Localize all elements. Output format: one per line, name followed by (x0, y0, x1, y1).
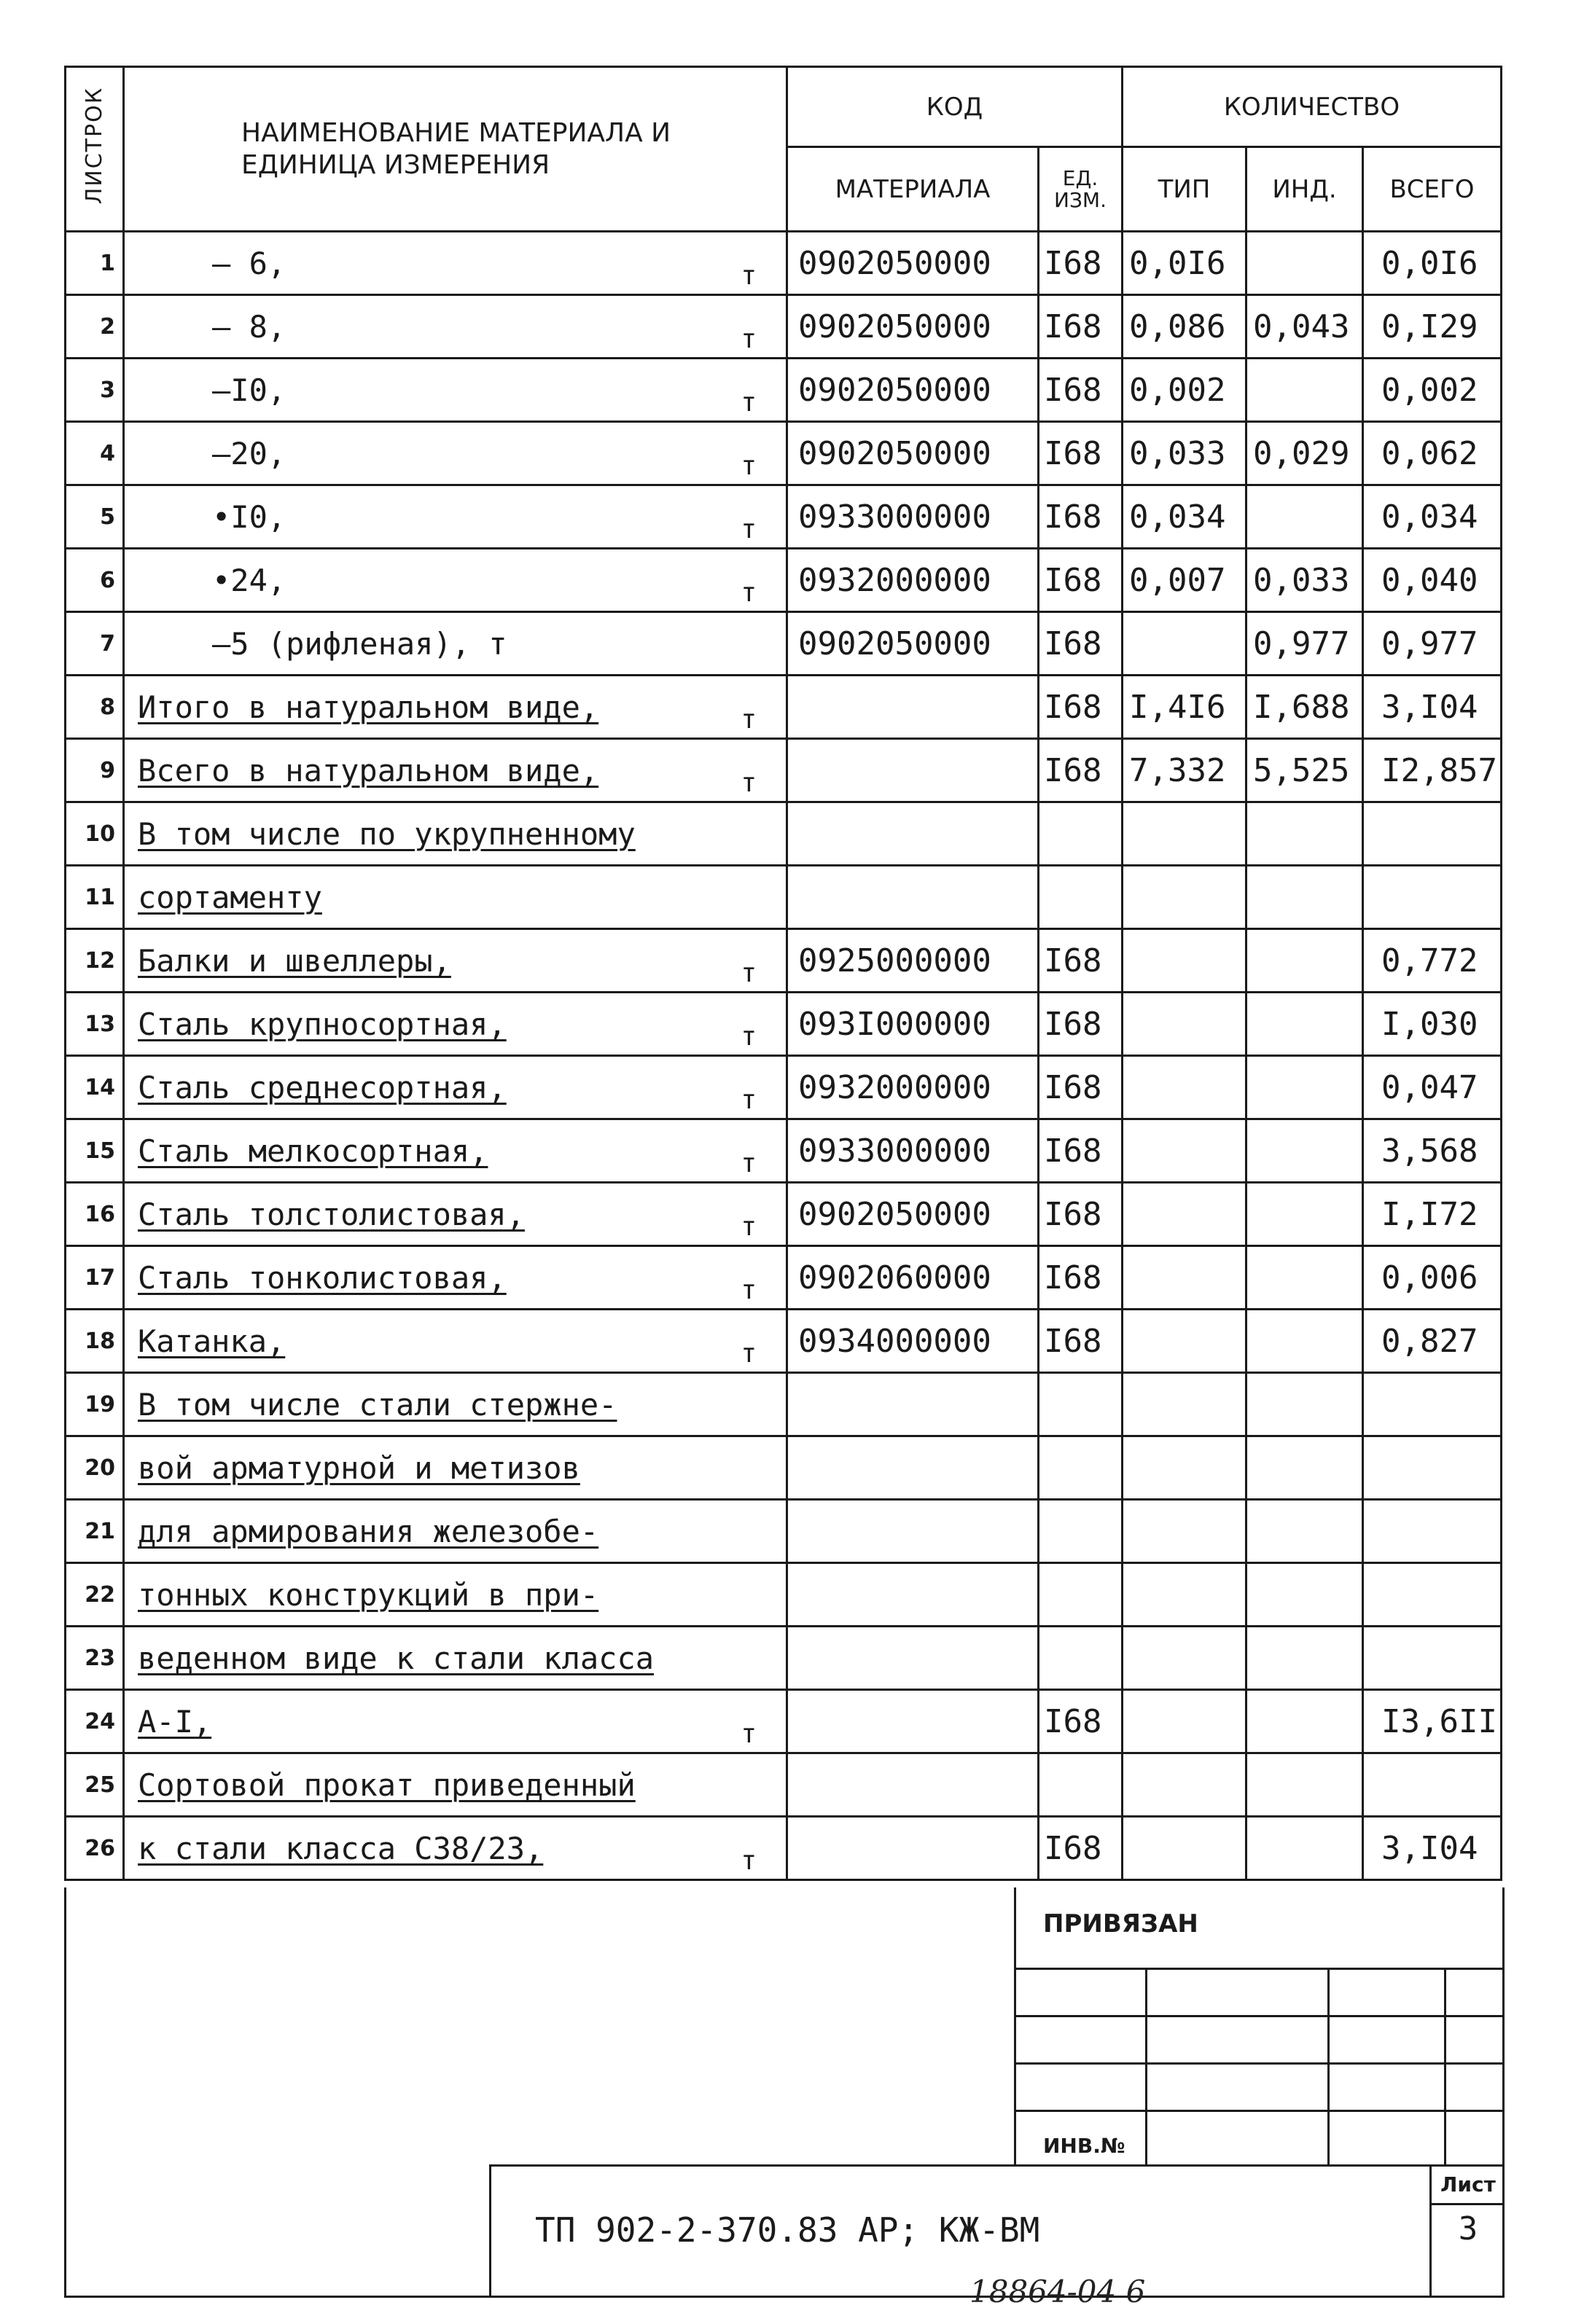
material-name (124, 1500, 787, 1563)
table-row (66, 739, 1502, 802)
qty-typ (1123, 802, 1246, 866)
material-name (124, 866, 787, 929)
row-number: 16 (66, 1183, 124, 1246)
qty-total (1363, 866, 1502, 929)
material-name (124, 422, 787, 485)
material-name-text: Сталь мелкосортная, (138, 1132, 488, 1169)
material-name-text: •I0, (212, 498, 286, 535)
material-name (124, 1817, 787, 1880)
qty-typ (1123, 993, 1246, 1056)
qty-ind (1246, 929, 1363, 993)
row-number: 3 (66, 359, 124, 422)
materials-table (64, 66, 1502, 1881)
qty-total: 0,772 (1363, 929, 1502, 993)
material-code (787, 1500, 1039, 1563)
material-name (124, 1373, 787, 1436)
material-code (787, 676, 1039, 739)
material-name-text: А-I, (138, 1703, 212, 1740)
row-number: 24 (66, 1690, 124, 1753)
stamp-line (1014, 2015, 1502, 2017)
qty-total (1363, 1373, 1502, 1436)
row-number: 17 (66, 1246, 124, 1310)
unit-code (1039, 1563, 1123, 1627)
unit-header: ЕД. ИЗМ. (1039, 147, 1123, 232)
material-name (124, 929, 787, 993)
qty-total: 3,I04 (1363, 1817, 1502, 1880)
row-number: 23 (66, 1627, 124, 1690)
qty-total: I,030 (1363, 993, 1502, 1056)
table-row (66, 422, 1502, 485)
material-name-text: к стали класса С38/23, (138, 1830, 544, 1866)
row-number: 22 (66, 1563, 124, 1627)
row-number: 5 (66, 485, 124, 549)
material-name-text: Сталь толстолистовая, (138, 1196, 526, 1232)
row-number: 9 (66, 739, 124, 802)
material-code (787, 1627, 1039, 1690)
unit-code (1039, 1436, 1123, 1500)
qty-ind (1246, 1246, 1363, 1310)
table-row (66, 1056, 1502, 1119)
row-number: 13 (66, 993, 124, 1056)
typ-header: ТИП (1123, 147, 1246, 232)
row-number: 15 (66, 1119, 124, 1183)
inventory-label: ИНВ.№ (1043, 2134, 1125, 2158)
unit-code: I68 (1039, 1056, 1123, 1119)
material-name (124, 802, 787, 866)
table-row (66, 929, 1502, 993)
qty-total: 0,062 (1363, 422, 1502, 485)
material-code (787, 739, 1039, 802)
qty-total (1363, 1436, 1502, 1500)
qty-total (1363, 1627, 1502, 1690)
qty-typ (1123, 1310, 1246, 1373)
material-code (787, 1817, 1039, 1880)
material-name (124, 993, 787, 1056)
unit-code: I68 (1039, 422, 1123, 485)
material-name (124, 232, 787, 295)
unit-code (1039, 1627, 1123, 1690)
unit-symbol: т (741, 1339, 757, 1369)
material-name-text: — 6, (212, 245, 286, 281)
unit-code: I68 (1039, 739, 1123, 802)
qty-ind (1246, 993, 1363, 1056)
unit-code (1039, 1753, 1123, 1817)
table-row (66, 1627, 1502, 1690)
material-name (124, 1183, 787, 1246)
unit-code: I68 (1039, 993, 1123, 1056)
table-row (66, 1563, 1502, 1627)
material-code: 0902050000 (787, 232, 1039, 295)
table-row (66, 549, 1502, 612)
unit-code: I68 (1039, 359, 1123, 422)
unit-symbol: т (741, 768, 757, 798)
unit-symbol: т (741, 958, 757, 988)
material-code: 0933000000 (787, 485, 1039, 549)
table-row (66, 295, 1502, 359)
material-code (787, 1690, 1039, 1753)
qty-ind (1246, 1563, 1363, 1627)
material-name-text: для армирования железобе- (138, 1513, 599, 1549)
table-row (66, 1817, 1502, 1880)
qty-ind: I,688 (1246, 676, 1363, 739)
qty-ind (1246, 1690, 1363, 1753)
qty-ind (1246, 359, 1363, 422)
table-row (66, 359, 1502, 422)
material-name-text: Катанка, (138, 1323, 286, 1359)
qty-typ (1123, 1563, 1246, 1627)
unit-code: I68 (1039, 232, 1123, 295)
material-name (124, 1627, 787, 1690)
unit-code (1039, 1500, 1123, 1563)
material-name (124, 1310, 787, 1373)
material-name-text: Итого в натуральном виде, (138, 689, 599, 725)
qty-ind: 0,029 (1246, 422, 1363, 485)
material-code (787, 802, 1039, 866)
material-name-text: Сталь тонколистовая, (138, 1259, 507, 1296)
qty-ind: 0,033 (1246, 549, 1363, 612)
row-number: 14 (66, 1056, 124, 1119)
unit-symbol: т (741, 578, 757, 608)
binding-stamp (1014, 1887, 1502, 2164)
stamp-line (1014, 2062, 1502, 2065)
material-name (124, 676, 787, 739)
material-code (787, 1373, 1039, 1436)
unit-symbol: т (741, 1719, 757, 1749)
qty-ind: 0,977 (1246, 612, 1363, 676)
row-number: 26 (66, 1817, 124, 1880)
table-row (66, 1436, 1502, 1500)
qty-ind: 0,043 (1246, 295, 1363, 359)
qty-total (1363, 1563, 1502, 1627)
material-code (787, 1563, 1039, 1627)
unit-code: I68 (1039, 1690, 1123, 1753)
row-number: 11 (66, 866, 124, 929)
unit-symbol: т (741, 1275, 757, 1305)
qty-typ: I,4I6 (1123, 676, 1246, 739)
material-code: 0902050000 (787, 295, 1039, 359)
material-code: 0902050000 (787, 612, 1039, 676)
row-number: 18 (66, 1310, 124, 1373)
material-code: 0925000000 (787, 929, 1039, 993)
table-row (66, 485, 1502, 549)
material-name-text: Сталь крупносортная, (138, 1006, 507, 1042)
qty-ind (1246, 1373, 1363, 1436)
row-number: 20 (66, 1436, 124, 1500)
qty-typ (1123, 1690, 1246, 1753)
qty-typ (1123, 866, 1246, 929)
qty-total: 0,977 (1363, 612, 1502, 676)
qty-ind (1246, 866, 1363, 929)
material-name (124, 1436, 787, 1500)
material-name-text: —I0, (212, 372, 286, 408)
qty-ind (1246, 1183, 1363, 1246)
unit-code (1039, 866, 1123, 929)
qty-ind (1246, 1310, 1363, 1373)
handwritten-archive-number: 18864-04 6 (969, 2274, 1146, 2309)
table-row (66, 676, 1502, 739)
unit-symbol: т (741, 1022, 757, 1052)
qty-total: 0,I29 (1363, 295, 1502, 359)
qty-total: 3,I04 (1363, 676, 1502, 739)
bottom-area (64, 1887, 1505, 2298)
unit-code: I68 (1039, 485, 1123, 549)
material-code (787, 866, 1039, 929)
qty-ind (1246, 1753, 1363, 1817)
stamp-line (1014, 2110, 1502, 2112)
qty-typ: 0,007 (1123, 549, 1246, 612)
table-row (66, 1753, 1502, 1817)
row-number: 8 (66, 676, 124, 739)
name-column-header: НАИМЕНОВАНИЕ МАТЕРИАЛА И ЕДИНИЦА ИЗМЕРЕНИЯ (124, 67, 787, 232)
qty-typ (1123, 1627, 1246, 1690)
material-name (124, 1753, 787, 1817)
material-code: 0902060000 (787, 1246, 1039, 1310)
material-name-text: вой арматурной и метизов (138, 1449, 580, 1486)
qty-total (1363, 1500, 1502, 1563)
qty-typ (1123, 1183, 1246, 1246)
qty-typ (1123, 929, 1246, 993)
material-name-text: сортаменту (138, 879, 322, 915)
stamp-vline (1327, 1968, 1330, 2164)
qty-total: 0,047 (1363, 1056, 1502, 1119)
row-number: 6 (66, 549, 124, 612)
qty-total (1363, 802, 1502, 866)
unit-symbol: т (741, 261, 757, 291)
table-row (66, 802, 1502, 866)
material-code: 0932000000 (787, 549, 1039, 612)
row-number: 19 (66, 1373, 124, 1436)
sheet-label: Лист (1432, 2167, 1505, 2205)
qty-typ: 0,002 (1123, 359, 1246, 422)
qty-typ (1123, 612, 1246, 676)
document-sheet (64, 66, 1529, 2250)
material-code-header: МАТЕРИАЛА (787, 147, 1039, 232)
unit-code: I68 (1039, 1246, 1123, 1310)
qty-total: I,I72 (1363, 1183, 1502, 1246)
qty-total: 0,002 (1363, 359, 1502, 422)
unit-symbol: т (741, 1846, 757, 1876)
qty-total: 0,827 (1363, 1310, 1502, 1373)
material-name-text: Сортовой прокат приведенный (138, 1767, 636, 1803)
unit-symbol: т (741, 1149, 757, 1178)
ind-header: ИНД. (1246, 147, 1363, 232)
qty-total: 0,034 (1363, 485, 1502, 549)
code-group-header: КОД (787, 67, 1123, 147)
qty-total: 0,040 (1363, 549, 1502, 612)
unit-symbol: т (741, 705, 757, 735)
qty-typ (1123, 1817, 1246, 1880)
material-name-text: Балки и швеллеры, (138, 942, 451, 979)
row-number: 21 (66, 1500, 124, 1563)
qty-typ (1123, 1056, 1246, 1119)
qty-typ (1123, 1246, 1246, 1310)
table-row (66, 1500, 1502, 1563)
unit-symbol: т (741, 1085, 757, 1115)
unit-code: I68 (1039, 929, 1123, 993)
material-name (124, 1690, 787, 1753)
row-number: 4 (66, 422, 124, 485)
material-code: 093I000000 (787, 993, 1039, 1056)
table-row (66, 1183, 1502, 1246)
qty-total: 3,568 (1363, 1119, 1502, 1183)
material-name-text: Всего в натуральном виде, (138, 752, 599, 789)
unit-code (1039, 802, 1123, 866)
material-name (124, 1246, 787, 1310)
material-name-text: веденном виде к стали класса (138, 1640, 655, 1676)
document-code: ТП 902-2-370.83 АР; КЖ-ВМ (535, 2210, 1040, 2250)
qty-typ (1123, 1119, 1246, 1183)
material-name (124, 485, 787, 549)
unit-code: I68 (1039, 1310, 1123, 1373)
unit-code: I68 (1039, 1817, 1123, 1880)
table-row (66, 993, 1502, 1056)
qty-total: 0,0I6 (1363, 232, 1502, 295)
unit-symbol: т (741, 324, 757, 354)
qty-ind (1246, 1436, 1363, 1500)
unit-code: I68 (1039, 295, 1123, 359)
qty-typ (1123, 1500, 1246, 1563)
material-name (124, 359, 787, 422)
material-code (787, 1753, 1039, 1817)
table-row (66, 866, 1502, 929)
sheet-number: 3 (1458, 2210, 1478, 2247)
material-code: 0934000000 (787, 1310, 1039, 1373)
material-name-text: —5 (рифленая), т (212, 625, 507, 662)
qty-typ (1123, 1373, 1246, 1436)
stamp-line (1014, 1968, 1502, 1970)
unit-code (1039, 1373, 1123, 1436)
qty-total: I2,857 (1363, 739, 1502, 802)
qty-ind (1246, 1119, 1363, 1183)
qty-typ: 7,332 (1123, 739, 1246, 802)
total-header: ВСЕГО (1363, 147, 1502, 232)
stamp-vline (1145, 1968, 1147, 2164)
qty-total: 0,006 (1363, 1246, 1502, 1310)
table-row (66, 1690, 1502, 1753)
row-number: 25 (66, 1753, 124, 1817)
qty-typ: 0,034 (1123, 485, 1246, 549)
material-name-text: тонных конструкций в при- (138, 1576, 599, 1613)
row-number: 2 (66, 295, 124, 359)
table-row (66, 1310, 1502, 1373)
material-name-text: — 8, (212, 308, 286, 345)
stamp-vline (1444, 1968, 1446, 2164)
unit-symbol: т (741, 388, 757, 418)
unit-code: I68 (1039, 676, 1123, 739)
qty-ind (1246, 802, 1363, 866)
qty-ind (1246, 485, 1363, 549)
row-number: 10 (66, 802, 124, 866)
qty-typ: 0,033 (1123, 422, 1246, 485)
unit-symbol: т (741, 1212, 757, 1242)
material-name (124, 612, 787, 676)
table-row (66, 232, 1502, 295)
qty-typ (1123, 1436, 1246, 1500)
table-body (66, 232, 1502, 1880)
qty-ind (1246, 232, 1363, 295)
material-code: 0933000000 (787, 1119, 1039, 1183)
material-code: 0902050000 (787, 359, 1039, 422)
sheet-column-header: ЛИСТРОК (66, 67, 124, 232)
unit-code: I68 (1039, 1183, 1123, 1246)
material-name-text: В том числе по укрупненному (138, 815, 636, 852)
material-code: 0932000000 (787, 1056, 1039, 1119)
table-row (66, 1246, 1502, 1310)
unit-symbol: т (741, 451, 757, 481)
row-number: 12 (66, 929, 124, 993)
material-code (787, 1436, 1039, 1500)
material-name-text: В том числе стали стержне- (138, 1386, 617, 1423)
qty-total: I3,6II (1363, 1690, 1502, 1753)
quantity-group-header: КОЛИЧЕСТВО (1123, 67, 1502, 147)
unit-code: I68 (1039, 549, 1123, 612)
row-number: 1 (66, 232, 124, 295)
qty-total (1363, 1753, 1502, 1817)
qty-ind: 5,525 (1246, 739, 1363, 802)
material-code: 0902050000 (787, 1183, 1039, 1246)
material-name-text: •24, (212, 562, 286, 598)
material-code: 0902050000 (787, 422, 1039, 485)
sheet-number-cell (1429, 2167, 1505, 2298)
material-name (124, 739, 787, 802)
table-row (66, 612, 1502, 676)
qty-ind (1246, 1817, 1363, 1880)
material-name (124, 1056, 787, 1119)
table-row (66, 1119, 1502, 1183)
material-name (124, 549, 787, 612)
unit-symbol: т (741, 515, 757, 544)
qty-ind (1246, 1500, 1363, 1563)
qty-typ (1123, 1753, 1246, 1817)
material-name (124, 1119, 787, 1183)
unit-code: I68 (1039, 1119, 1123, 1183)
qty-typ: 0,0I6 (1123, 232, 1246, 295)
material-name-text: Сталь среднесортная, (138, 1069, 507, 1106)
unit-code: I68 (1039, 612, 1123, 676)
qty-ind (1246, 1627, 1363, 1690)
table-row (66, 1373, 1502, 1436)
material-name (124, 295, 787, 359)
qty-ind (1246, 1056, 1363, 1119)
material-name-text: —20, (212, 435, 286, 472)
row-number: 7 (66, 612, 124, 676)
privyazan-label: ПРИВЯЗАН (1043, 1909, 1198, 1938)
material-name (124, 1563, 787, 1627)
qty-typ: 0,086 (1123, 295, 1246, 359)
